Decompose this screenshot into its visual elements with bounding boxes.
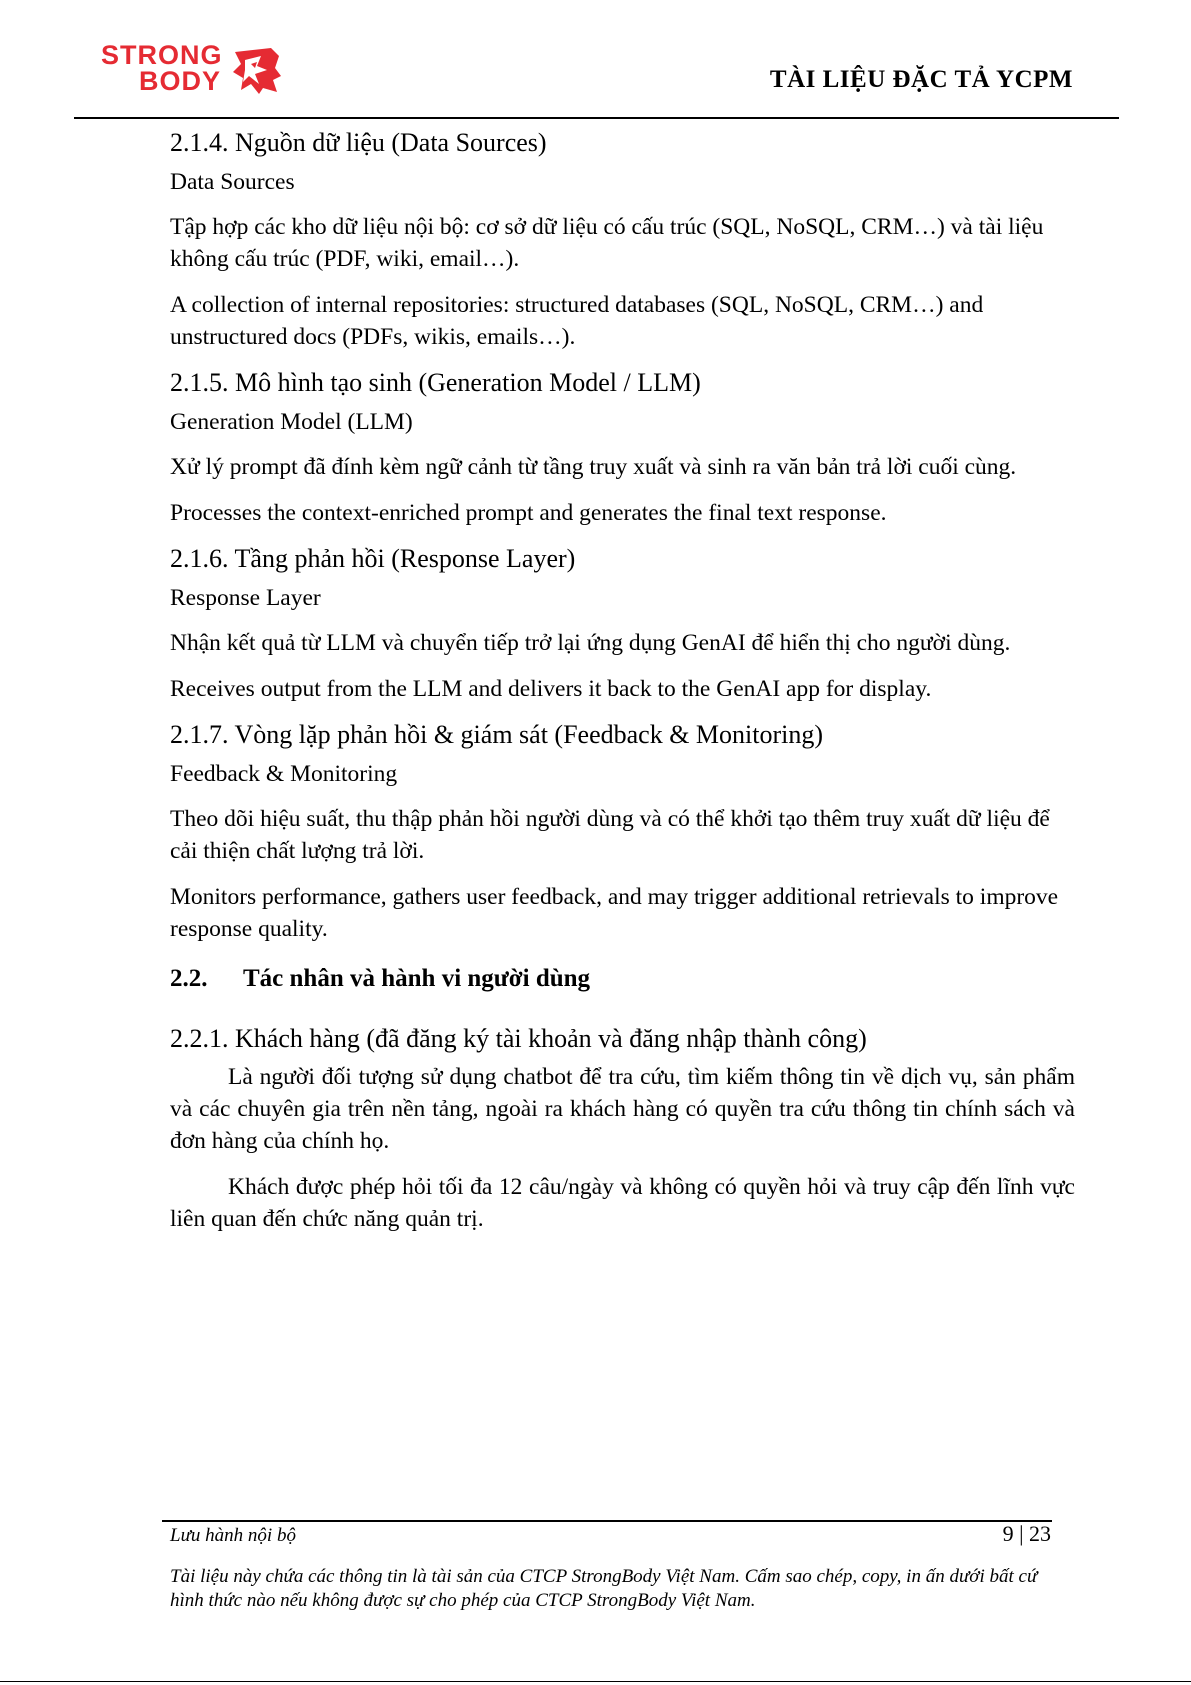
heading-2-2-title: Tác nhân và hành vi người dùng	[243, 965, 591, 992]
page-number: 9 | 23	[1002, 1521, 1051, 1546]
header-divider	[74, 117, 1119, 119]
footer-confidentiality-note: Tài liệu này chứa các thông tin là tài sản của CTCP StrongBody Việt Nam. Cấm sao chép, copy, in ấn dưới bất cứ hình thức nào nếu không được sự cho phép của CTCP StrongBody Việt Nam.	[170, 1566, 1038, 1611]
paragraph-2-1-7-vi: Theo dõi hiệu suất, thu thập phản hồi người dùng và có thể khởi tạo thêm truy xuất dữ liệu để cải thiện chất lượng trả lời.	[170, 806, 1050, 864]
paragraph-2-1-4-vi: Tập hợp các kho dữ liệu nội bộ: cơ sở dữ liệu có cấu trúc (SQL, NoSQL, CRM…) và tài liệu không cấu trúc (PDF, wiki, email…).	[170, 214, 1044, 272]
strongbody-logo	[101, 42, 283, 98]
lion-head-icon	[231, 46, 283, 96]
logo-line-1: STRONG	[101, 40, 223, 70]
heading-2-1-5: 2.1.5. Mô hình tạo sinh (Generation Model / LLM)	[170, 368, 701, 397]
logo-line-2: BODY	[139, 66, 222, 96]
footer-distribution-label: Lưu hành nội bộ	[170, 1525, 296, 1546]
subheading-2-1-4: Data Sources	[170, 169, 295, 195]
heading-2-2-1: 2.2.1. Khách hàng (đã đăng ký tài khoản và đăng nhập thành công)	[170, 1024, 867, 1053]
page-bottom-edge	[0, 1681, 1191, 1682]
heading-2-2	[170, 963, 1075, 995]
logo-wordmark	[101, 42, 223, 94]
paragraph-2-1-5-en: Processes the context-enriched prompt and generates the final text response.	[170, 500, 887, 526]
paragraph-2-1-4-en: A collection of internal repositories: structured databases (SQL, NoSQL, CRM…) and unstructured docs (PDFs, wikis, emails…).	[170, 292, 984, 350]
footer-divider	[162, 1520, 1052, 1522]
paragraph-2-1-6-en: Receives output from the LLM and delivers it back to the GenAI app for display.	[170, 676, 932, 702]
paragraph-2-1-7-en: Monitors performance, gathers user feedback, and may trigger additional retrievals to improve response quality.	[170, 884, 1059, 942]
heading-2-2-number: 2.2.	[170, 965, 208, 992]
subheading-2-1-6: Response Layer	[170, 585, 321, 611]
heading-2-1-7: 2.1.7. Vòng lặp phản hồi & giám sát (Feedback & Monitoring)	[170, 720, 824, 749]
heading-2-1-4: 2.1.4. Nguồn dữ liệu (Data Sources)	[170, 128, 547, 157]
subheading-2-1-5: Generation Model (LLM)	[170, 409, 413, 435]
paragraph-2-1-5-vi: Xử lý prompt đã đính kèm ngữ cảnh từ tầng truy xuất và sinh ra văn bản trả lời cuối cùng.	[170, 454, 1017, 480]
paragraph-2-2-1-b: Khách được phép hỏi tối đa 12 câu/ngày và không có quyền hỏi và truy cập đến lĩnh vực liên quan đến chức năng quản trị.	[170, 1174, 1075, 1232]
paragraph-2-1-6-vi: Nhận kết quả từ LLM và chuyển tiếp trở lại ứng dụng GenAI để hiển thị cho người dùng.	[170, 630, 1011, 656]
subheading-2-1-7: Feedback & Monitoring	[170, 761, 398, 787]
document-body	[170, 127, 1075, 1235]
paragraph-2-2-1-a: Là người đối tượng sử dụng chatbot để tra cứu, tìm kiếm thông tin về dịch vụ, sản phẩm và các chuyên gia trên nền tảng, ngoài ra khách hàng có quyền tra cứu thông tin chính sách và đơn hàng của chính họ.	[170, 1064, 1075, 1154]
heading-2-1-6: 2.1.6. Tầng phản hồi (Response Layer)	[170, 544, 576, 573]
document-title: TÀI LIỆU ĐẶC TẢ YCPM	[769, 66, 1073, 93]
